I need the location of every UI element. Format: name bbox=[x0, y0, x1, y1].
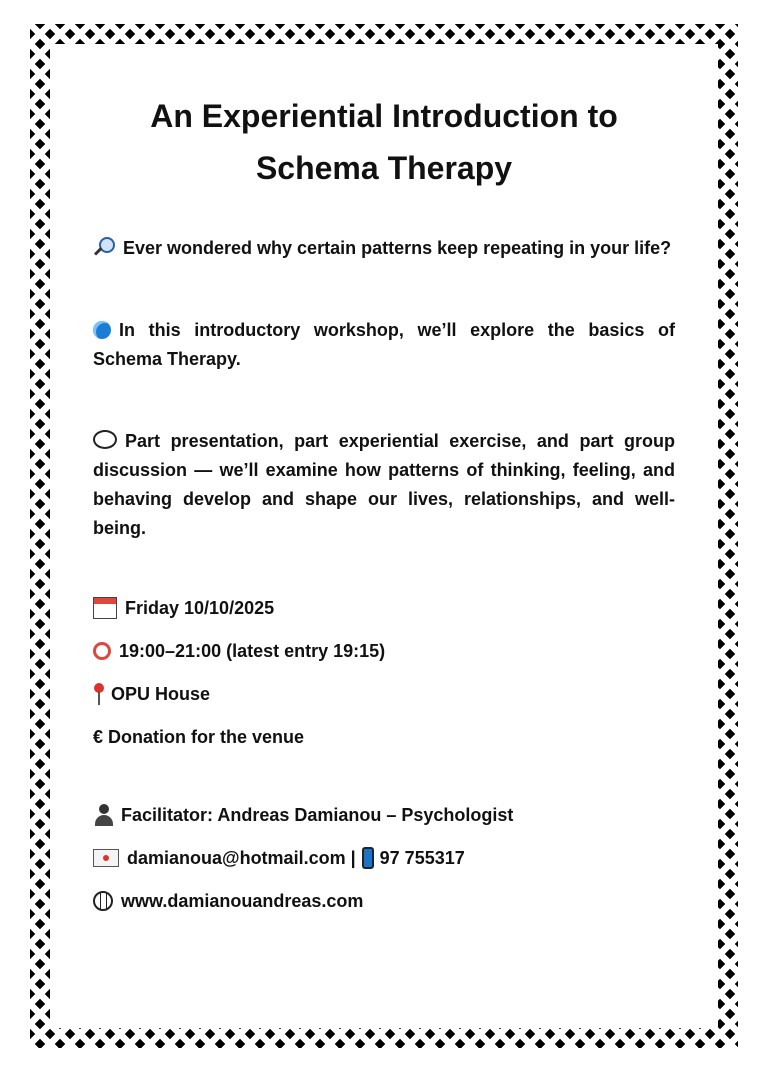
event-date bbox=[93, 596, 675, 620]
title-line-1: An Experiential Introduction to bbox=[150, 98, 618, 134]
facilitator bbox=[93, 803, 675, 827]
website bbox=[93, 889, 675, 913]
contact-separator: | bbox=[350, 848, 356, 868]
website-link[interactable]: www.damianouandreas.com bbox=[121, 891, 364, 911]
intro-question bbox=[93, 234, 675, 263]
workshop-description-text: In this introductory workshop, we’ll explore the basics of Schema Therapy. bbox=[93, 320, 675, 369]
magnifying-glass-icon bbox=[93, 237, 115, 257]
intro-question-text: Ever wondered why certain patterns keep repeating in your life? bbox=[123, 238, 672, 258]
format-description-text: Part presentation, part experiential exercise, and part group discussion — we’ll examine how patterns of thinking, feeling, and behaving develop and shape our lives, relationships, and well-being. bbox=[93, 431, 675, 538]
workshop-description bbox=[93, 316, 675, 374]
event-cost bbox=[93, 725, 675, 749]
event-location-text: OPU House bbox=[111, 684, 211, 704]
event-cost-text: € Donation for the venue bbox=[93, 727, 305, 747]
event-time bbox=[93, 639, 675, 663]
alarm-clock-icon bbox=[93, 642, 111, 660]
mobile-phone-icon bbox=[362, 847, 374, 869]
calendar-icon bbox=[93, 597, 117, 619]
flyer-title bbox=[93, 90, 675, 194]
globe-icon bbox=[93, 891, 113, 911]
event-location bbox=[93, 682, 675, 706]
event-date-text: Friday 10/10/2025 bbox=[125, 598, 275, 618]
cyclone-icon bbox=[93, 321, 111, 339]
speech-bubble-icon bbox=[93, 430, 117, 449]
email-link[interactable]: damianoua@hotmail.com bbox=[127, 848, 346, 868]
facilitator-text: Facilitator: Andreas Damianou – Psychologist bbox=[121, 805, 514, 825]
event-time-text: 19:00–21:00 (latest entry 19:15) bbox=[119, 641, 386, 661]
location-pin-icon bbox=[93, 683, 105, 705]
phone-number[interactable]: 97 755317 bbox=[379, 848, 465, 868]
title-line-2: Schema Therapy bbox=[255, 150, 513, 186]
contact-info bbox=[93, 846, 675, 870]
envelope-icon bbox=[93, 849, 119, 867]
flyer-content bbox=[93, 90, 675, 932]
person-icon bbox=[93, 804, 115, 826]
format-description bbox=[93, 427, 675, 543]
